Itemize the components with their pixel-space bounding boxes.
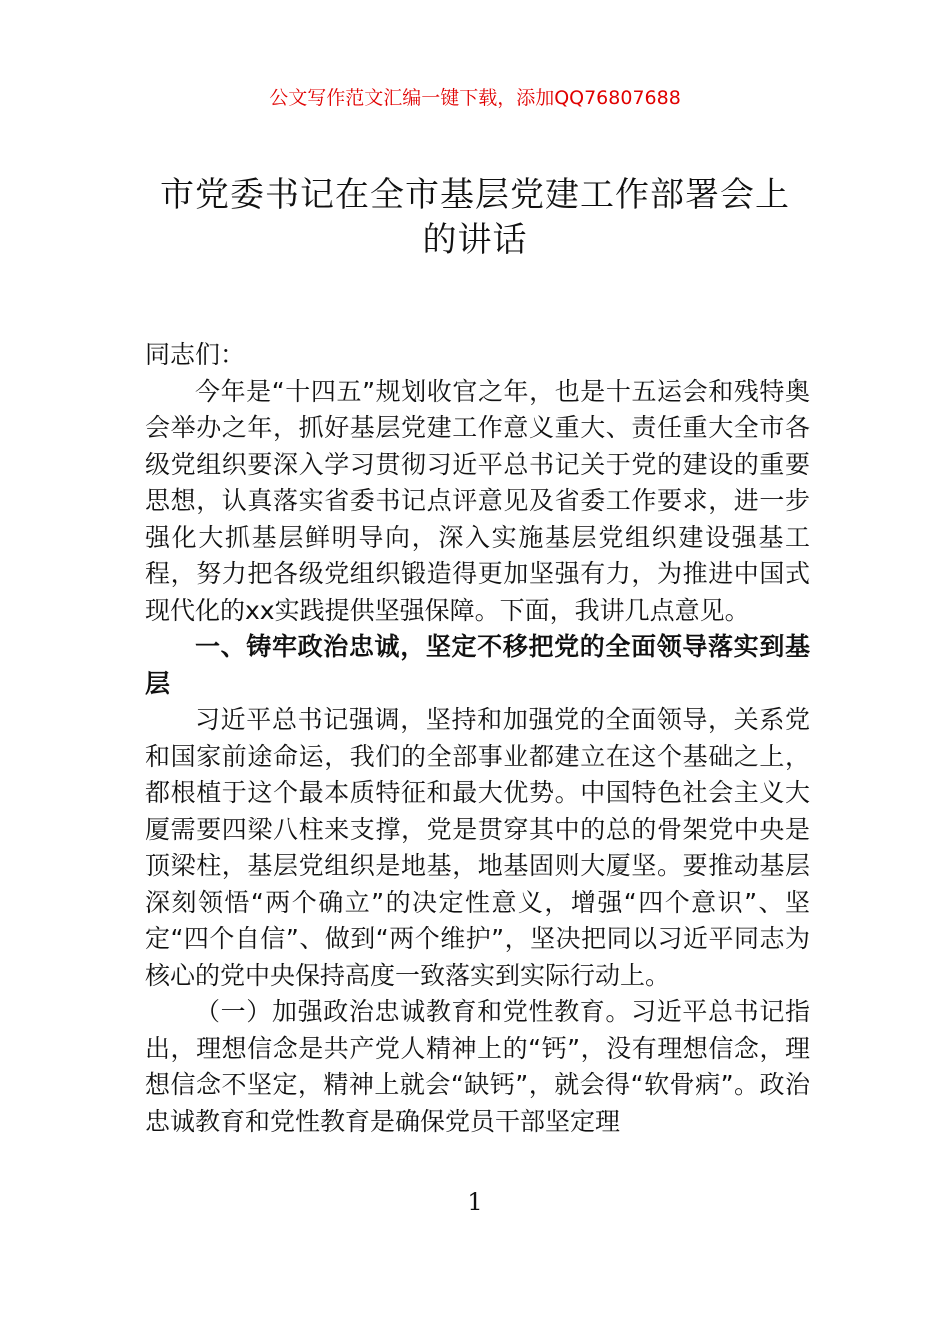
promo-banner[interactable] [0, 84, 950, 112]
document-title-line-1: 市党委书记在全市基层党建工作部署会上 [160, 175, 790, 215]
promo-text: 公文写作范文汇编一键下载，添加QQ76807688 [269, 87, 681, 109]
document-body [145, 337, 810, 1140]
section-1-heading: 一、铸牢政治忠诚，坚定不移把党的全面领导落实到基层 [145, 632, 810, 698]
page-number: 1 [467, 1188, 483, 1216]
salutation: 同志们： [145, 340, 246, 369]
document-title-line-2: 的讲话 [422, 220, 528, 260]
section-1-body: 习近平总书记强调，坚持和加强党的全面领导，关系党和国家前途命运，我们的全部事业都建立在这个基础之上，都根植于这个最本质特征和最大优势。中国特色社会主义大厦需要四梁八柱来支撑，党是贯穿其中的总的骨架党中央是顶梁柱，基层党组织是地基，地基固则大厦坚。要推动基层深刻领悟“两个确立”的决定性意义，增强“四个意识”、坚定“四个自信”、做到“两个维护”，坚决把同以习近平同志为核心的党中央保持高度一致落实到实际行动上。 [145, 705, 810, 990]
paragraph-intro: 今年是“十四五”规划收官之年，也是十五运会和残特奥会举办之年，抓好基层党建工作意义重大、责任重大全市各级党组织要深入学习贯彻习近平总书记关于党的建设的重要思想，认真落实省委书记点评意见及省委工作要求，进一步强化大抓基层鲜明导向，深入实施基层党组织建设强基工程，努力把各级党组织锻造得更加坚强有力，为推进中国式现代化的xx实践提供坚强保障。下面，我讲几点意见。 [145, 376, 810, 625]
subsection-1-paragraph: （一）加强政治忠诚教育和党性教育。习近平总书记指出，理想信念是共产党人精神上的“钙”，没有理想信念，理想信念不坚定，精神上就会“缺钙”，就会得“软骨病”。政治忠诚教育和党性教育是确保党员干部坚定理 [145, 997, 810, 1136]
